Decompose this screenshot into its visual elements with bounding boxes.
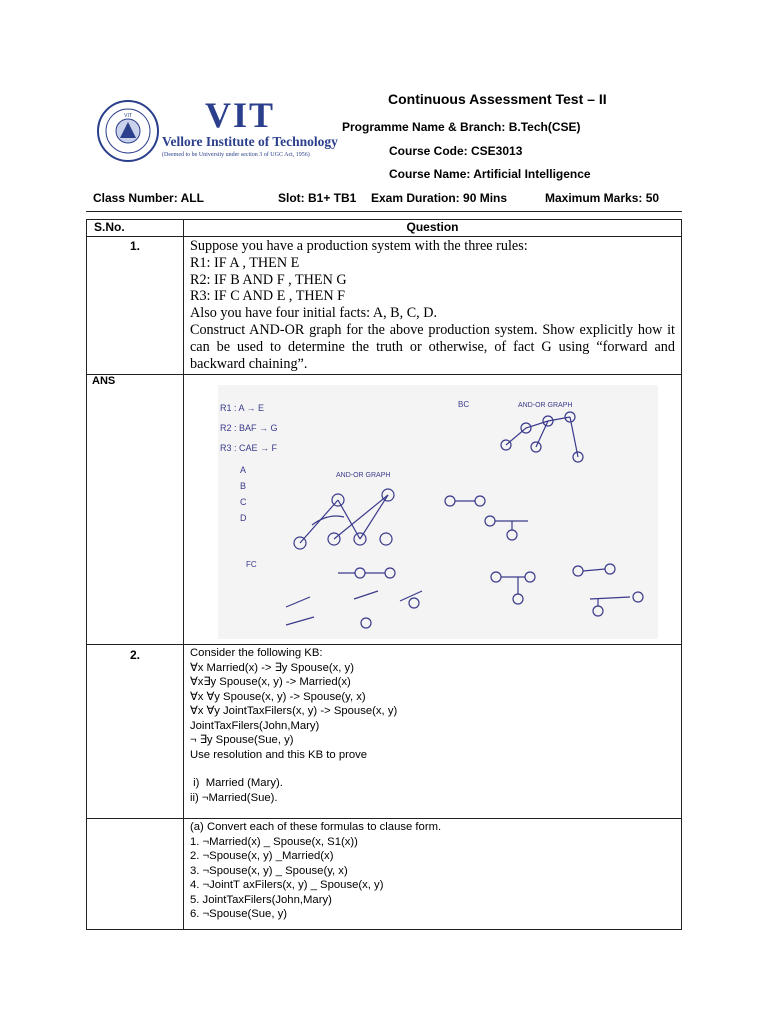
course-name: Course Name: Artificial Intelligence (389, 167, 591, 181)
answer-2-row (87, 819, 682, 930)
logo-name: Vellore Institute of Technology (162, 134, 338, 149)
question-table (86, 219, 682, 930)
q1-line-facts: Also you have four initial facts: A, B, C, D. (190, 305, 438, 322)
maximum-marks: Maximum Marks: 50 (545, 191, 660, 205)
ans-label: ANS (87, 375, 184, 645)
sno-header: S.No. (87, 220, 184, 237)
logo-brand: VIT (205, 95, 276, 135)
a2-line-2: 2. ¬Spouse(x, y) _Married(x) (190, 850, 334, 863)
q1-line-r1: R1: IF A , THEN E (190, 254, 300, 271)
question-1-text (184, 237, 682, 375)
answer-1-row (87, 375, 682, 645)
question-2-text (184, 645, 682, 819)
q1-line-r3: R3: IF C AND E , THEN F (190, 288, 346, 305)
q2-line-kb: Consider the following KB: (190, 647, 323, 660)
table-header-row (87, 220, 682, 237)
sketch-fact-d: D (240, 513, 247, 524)
q2-part-ii: ii) ¬Married(Sue). (190, 791, 278, 804)
sketch-bc-label: BC (458, 400, 470, 410)
sketch-graph-label-left: AND-OR GRAPH (336, 472, 391, 480)
logo-deemed: (Deemed to be University under section 3 of UGC Act, 1956) (162, 152, 310, 158)
a2-line-0: (a) Convert each of these formulas to clause form. (190, 821, 442, 834)
question-2-row (87, 645, 682, 819)
q2-line-3: ∀x ∀y Spouse(x, y) -> Spouse(y, x) (190, 690, 366, 703)
sketch-rule-3: R3 : CAE → F (220, 443, 278, 454)
answer-2-number-cell (87, 819, 184, 930)
q2-line-7: Use resolution and this KB to prove (190, 748, 368, 761)
question-1-number: 1. (87, 237, 184, 375)
header-rule (86, 211, 682, 212)
seal-emblem (96, 98, 160, 164)
question-header: Question (184, 220, 682, 237)
course-code: Course Code: CSE3013 (389, 144, 523, 158)
q2-line-4: ∀x ∀y JointTaxFilers(x, y) -> Spouse(x, y) (190, 705, 398, 718)
answer-2-text (184, 819, 682, 930)
handwritten-and-or-graph-sketch (218, 385, 658, 639)
a2-line-1: 1. ¬Married(x) _ Spouse(x, S1(x)) (190, 835, 358, 848)
a2-line-6: 6. ¬Spouse(Sue, y) (190, 908, 288, 921)
answer-1-sketch-cell (184, 375, 682, 645)
sketch-rule-1: R1 : A → E (220, 403, 265, 414)
sketch-fact-c: C (240, 497, 247, 508)
a2-line-5: 5. JointTaxFilers(John,Mary) (190, 893, 332, 906)
sketch-rule-2: R2 : BAF → G (220, 423, 278, 434)
q2-line-2: ∀x∃y Spouse(x, y) -> Married(x) (190, 676, 351, 689)
slot: Slot: B1+ TB1 (278, 191, 357, 205)
class-number: Class Number: ALL (93, 191, 204, 205)
q1-line-task: Construct AND-OR graph for the above production system. Show explicitly how it can be used to determine the truth or otherwise, of fact G using “forward and backward chaining”. (190, 321, 675, 372)
q1-line-r2: R2: IF B AND F , THEN G (190, 271, 347, 288)
svg-text:VIT: VIT (124, 113, 132, 119)
programme-name: Programme Name & Branch: B.Tech(CSE) (342, 120, 581, 134)
sketch-fact-a: A (240, 465, 247, 476)
q2-line-1: ∀x Married(x) -> ∃y Spouse(x, y) (190, 661, 354, 674)
q1-line-intro: Suppose you have a production system with the three rules: (190, 238, 528, 254)
sketch-graph-label-right: AND-OR GRAPH (518, 402, 573, 410)
q2-part-i: i) Married (Mary). (190, 777, 283, 790)
a2-line-3: 3. ¬Spouse(x, y) _ Spouse(y, x) (190, 864, 348, 877)
test-title: Continuous Assessment Test – II (388, 91, 607, 107)
q2-line-5: JointTaxFilers(John,Mary) (190, 719, 320, 732)
vit-logo (96, 95, 338, 164)
a2-line-4: 4. ¬JointT axFilers(x, y) _ Spouse(x, y) (190, 879, 384, 892)
exam-duration: Exam Duration: 90 Mins (371, 191, 508, 205)
sketch-fact-b: B (240, 481, 247, 492)
q2-line-6: ¬ ∃y Spouse(Sue, y) (190, 734, 294, 747)
sketch-fc-label: FC (246, 560, 257, 570)
question-1-row (87, 237, 682, 375)
question-2-number: 2. (87, 645, 184, 819)
